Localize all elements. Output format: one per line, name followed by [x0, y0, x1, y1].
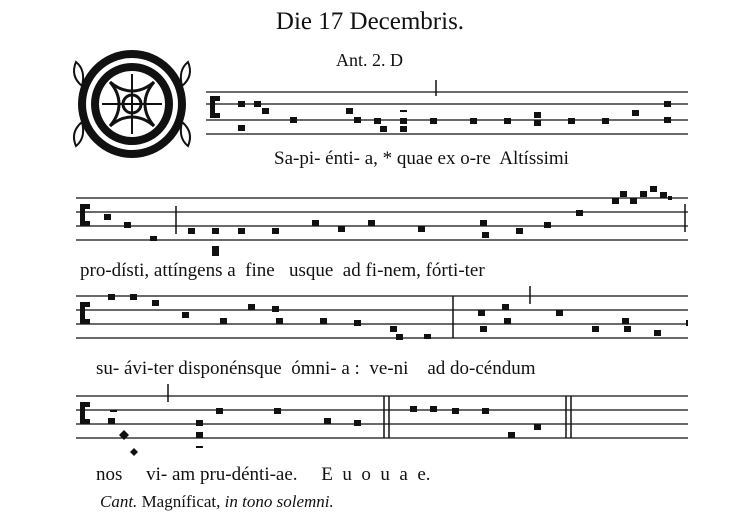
- neumes-system-2: [80, 186, 672, 256]
- staff-system-4: [76, 384, 688, 438]
- canticle-name: Magníficat,: [141, 492, 221, 511]
- lyrics-system-1: Sa-pi- énti- a, * quae ex o-re Altíssimi: [274, 148, 569, 169]
- page-title: Die 17 Decembris.: [275, 8, 465, 35]
- tone-label: in tono solemni.: [224, 492, 334, 511]
- lyrics-system-4: nos vi- am pru-dénti-ae. E u o u a e.: [96, 464, 431, 485]
- lyrics-system-2: pro-dísti, attíngens a fine usque ad fi-nem, fórti-ter: [80, 260, 485, 281]
- staff-system-1: [206, 80, 688, 134]
- mode-label: Ant. 2. D: [336, 50, 403, 70]
- cant-label: Cant.: [100, 492, 138, 511]
- staff-system-2: [76, 198, 688, 240]
- neumes-system-3: [80, 294, 688, 340]
- neumes-system-1: [210, 96, 671, 132]
- ornament-medallion-icon: [74, 50, 190, 158]
- canticle-rubric: [100, 492, 334, 512]
- lyrics-system-3: su- ávi-ter disponénsque ómni- a : ve-ni ad do-céndum: [96, 358, 536, 379]
